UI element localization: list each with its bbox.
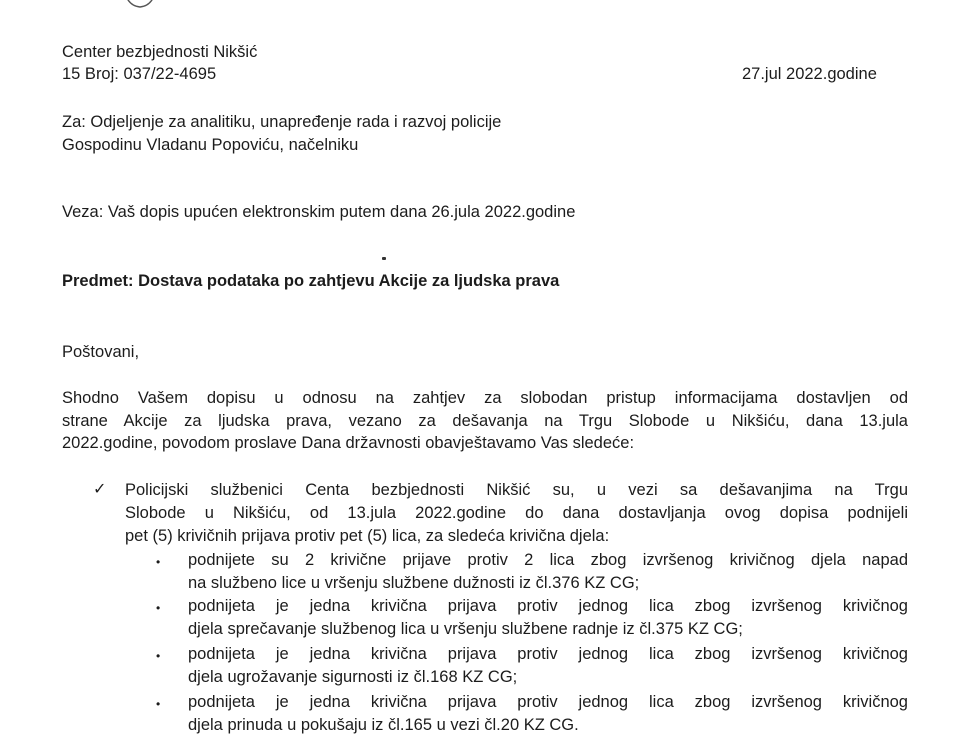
bullet-icon: • [156,555,161,569]
intro-line-2: strane Akcije za ljudska prava, vezano za dešavanja na Trgu Slobode u Nikšiću, dana 13.jula [62,412,908,430]
bullet-item-1-line-1: podnijete su 2 krivične prijave protiv 2 lica zbog izvršenog krivičnog djela napad [188,551,908,569]
salutation: Poštovani, [62,343,140,361]
recipient-person: Gospodinu Vladanu Popoviću, načelniku [62,136,359,154]
intro-line-3: 2022.godine, povodom proslave Dana državnosti obavještavamo Vas sledeće: [62,434,635,452]
subject-line: Predmet: Dostava podataka po zahtjevu Akcije za ljudska prava [62,272,560,290]
checklist-line-2: Slobode u Nikšiću, od 13.jula 2022.godine do dana dostavljanja ovog dopisa podnijeli [125,504,908,522]
checklist-line-1: Policijski službenici Centa bezbjednosti Nikšić su, u vezi sa dešavanjima na Trgu [125,481,908,499]
bullet-item-2-line-2: djela sprečavanje službenog lica u vršenju službene radnje iz čl.375 KZ CG; [188,620,743,638]
recipient-department: Za: Odjeljenje za analitiku, unapređenje rada i razvoj policije [62,113,502,131]
coat-of-arms-icon [122,0,158,8]
sender-office: Center bezbjednosti Nikšić [62,43,258,61]
bullet-icon: • [156,649,161,663]
bullet-item-3-line-2: djela ugrožavanje sigurnosti iz čl.168 KZ CG; [188,668,518,686]
bullet-icon: • [156,697,161,711]
bullet-item-3-line-1: podnijeta je jedna krivična prijava protiv jednog lica zbog izvršenog krivičnog [188,645,908,663]
document-date: 27.jul 2022.godine [742,65,877,83]
checkmark-icon: ✓ [93,481,107,498]
reference-number: 15 Broj: 037/22-4695 [62,65,217,83]
bullet-icon: • [156,601,161,615]
checklist-line-3: pet (5) krivičnih prijava protiv pet (5) lica, za sledeća krivična djela: [125,527,610,545]
reference-line: Veza: Vaš dopis upućen elektronskim putem dana 26.jula 2022.godine [62,203,576,221]
bullet-item-2-line-1: podnijeta je jedna krivična prijava protiv jednog lica zbog izvršenog krivičnog [188,597,908,615]
bullet-item-1-line-2: na službeno lice u vršenju službene dužnosti iz čl.376 KZ CG; [188,574,640,592]
stray-mark [382,257,386,260]
intro-line-1: Shodno Vašem dopisu u odnosu na zahtjev za slobodan pristup informacijama dostavljen od [62,389,908,407]
bullet-item-4-line-1: podnijeta je jedna krivična prijava protiv jednog lica zbog izvršenog krivičnog [188,693,908,711]
bullet-item-4-line-2: djela prinuda u pokušaju iz čl.165 u vezi čl.20 KZ CG. [188,716,579,734]
